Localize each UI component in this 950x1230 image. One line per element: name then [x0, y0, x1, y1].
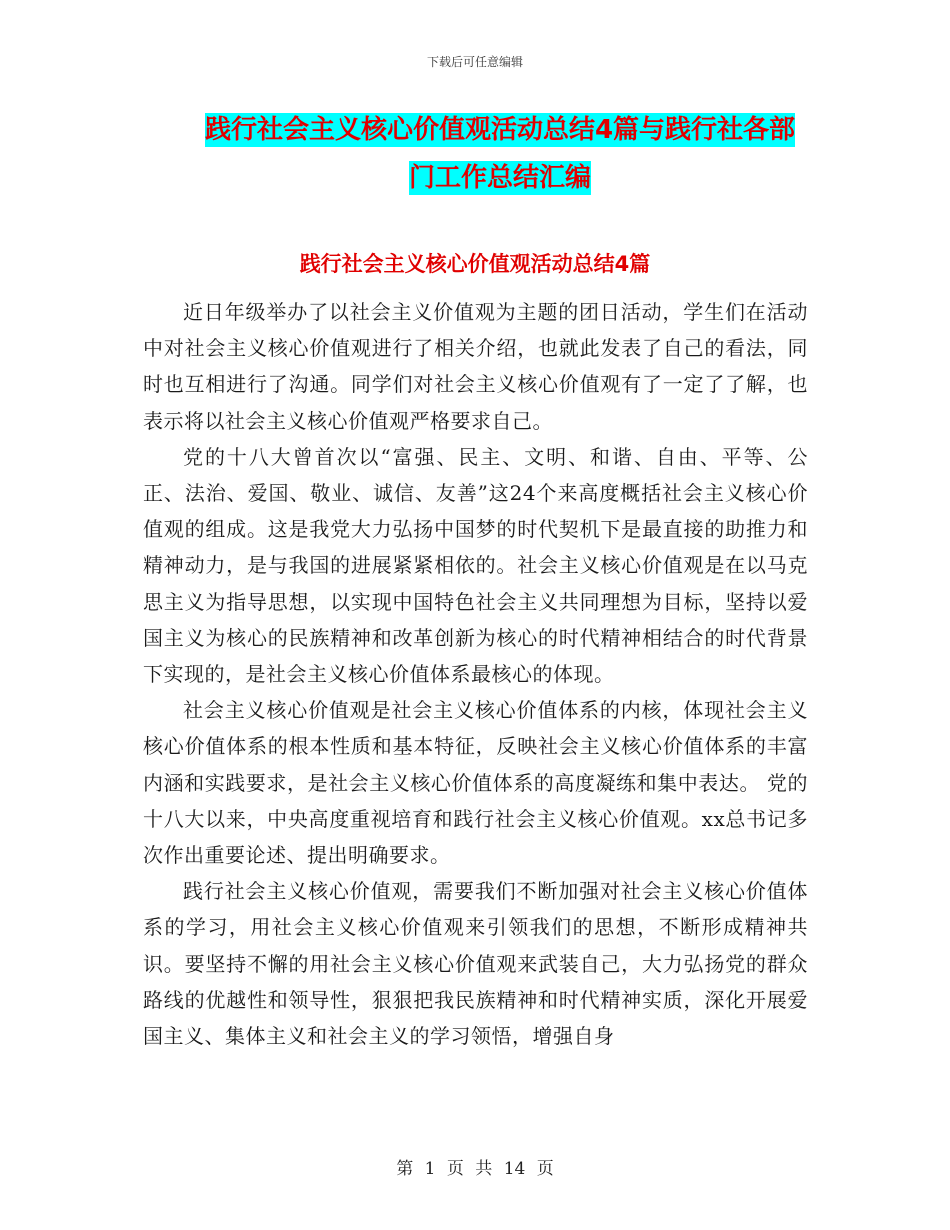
header-note: 下载后可任意编辑: [426, 55, 523, 69]
document-title: [190, 106, 810, 202]
paragraph-2: 党的十八大曾首次以“富强、民主、文明、和谐、自由、平等、公正、法治、爱国、敬业、诚信、友善”这24个来高度概括社会主义核心价值观的组成。这是我党大力弘扬中国梦的时代契机下是最直接的助推力和精神动力，是与我国的进展紧紧相依的。社会主义核心价值观是在以马克思主义为指导思想，以实现中国特色社会主义共同理想为目标，坚持以爱国主义为核心的民族精神和改革创新为核心的时代精神相结合的时代背景下实现的，是社会主义核心价值体系最核心的体现。: [143, 444, 808, 687]
paragraph-4: 践行社会主义核心价值观，需要我们不断加强对社会主义核心价值体系的学习，用社会主义核心价值观来引领我们的思想，不断形成精神共识。要坚持不懈的用社会主义核心价值观来武装自己，大力弘扬党的群众路线的优越性和领导性，狠狠把我民族精神和时代精神实质，深化开展爱国主义、集体主义和社会主义的学习领悟，增强自身: [143, 879, 808, 1049]
paragraph-3: 社会主义核心价值观是社会主义核心价值体系的内核，体现社会主义核心价值体系的根本性质和基本特征，反映社会主义核心价值体系的丰富内涵和实践要求，是社会主义核心价值体系的高度凝练和集中表达。 党的十八大以来，中央高度重视培育和践行社会主义核心价值观。xx总书记多次作出重要论述、提出明确要求。: [143, 698, 808, 868]
section-title: 践行社会主义核心价值观活动总结4篇: [299, 252, 651, 276]
document-title-line-2: 门工作总结汇编: [408, 163, 591, 193]
page-number: 第 1 页 共 14 页: [396, 1159, 554, 1179]
body-text: [143, 294, 808, 1054]
paragraph-1: 近日年级举办了以社会主义价值观为主题的团日活动，学生们在活动中对社会主义核心价值观进行了相关介绍，也就此发表了自己的看法，同时也互相进行了沟通。同学们对社会主义核心价值观有了一定了了解，也表示将以社会主义核心价值观严格要求自己。: [143, 300, 808, 433]
document-title-line-1: 践行社会主义核心价值观活动总结4篇与践行社各部: [204, 115, 796, 145]
